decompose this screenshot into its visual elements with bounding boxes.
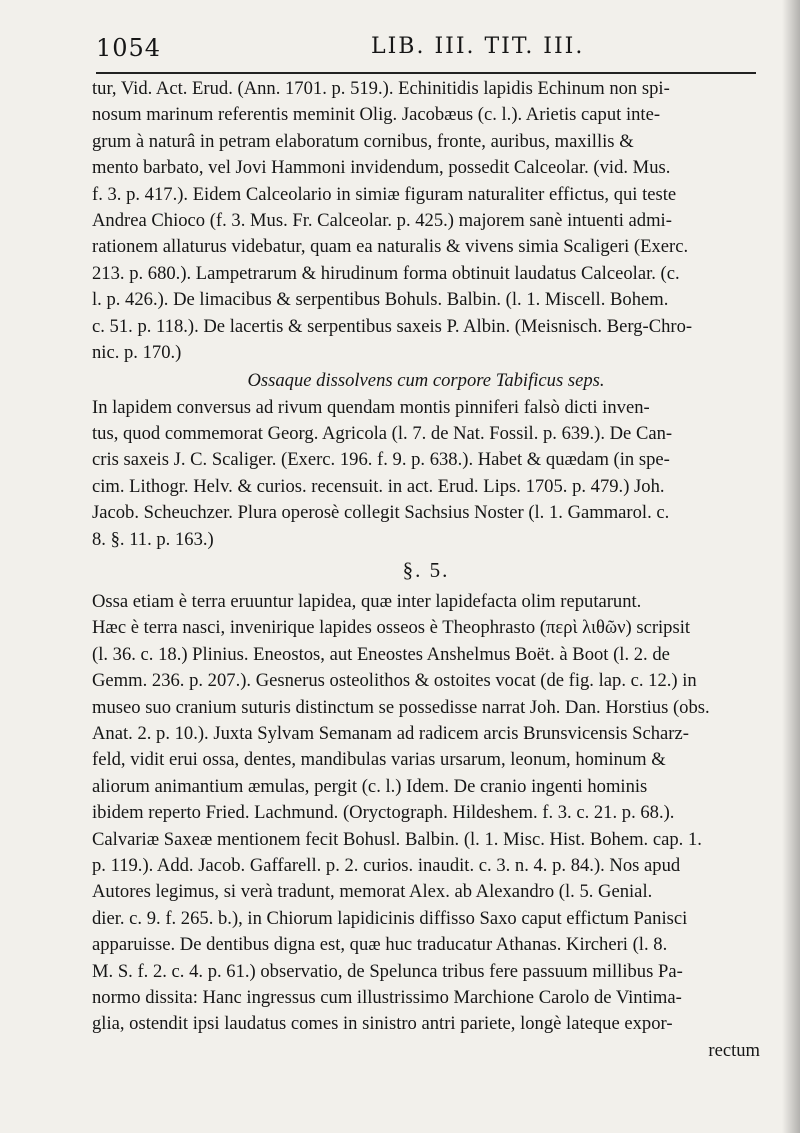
text-line: Ossa etiam è terra eruuntur lapidea, quæ inter lapidefacta olim reputarunt. xyxy=(92,591,642,613)
catchword: rectum xyxy=(708,1039,760,1061)
header-rule xyxy=(96,72,756,74)
paragraph-2 xyxy=(92,395,760,553)
text-line: mento barbato, vel Jovi Hammoni invidendum, possedit Calceolar. (vid. Mus. xyxy=(92,157,671,179)
page-body xyxy=(92,76,760,1064)
text-line: grum à naturâ in petram elaboratum cornibus, fronte, auribus, maxillis & xyxy=(92,130,634,152)
text-line: c. 51. p. 118.). De lacertis & serpentibus saxeis P. Albin. (Meisnisch. Berg-Chro- xyxy=(92,315,693,337)
text-line: normo dissita: Hanc ingressus cum illustrissimo Marchione Carolo de Vintima- xyxy=(92,986,682,1008)
text-line: Autores legimus, si verà tradunt, memorat Alex. ab Alexandro (l. 5. Genial. xyxy=(92,881,653,903)
text-line: cris saxeis J. C. Scaliger. (Exerc. 196. f. 9. p. 638.). Habet & quædam (in spe- xyxy=(92,449,670,471)
text-line: Anat. 2. p. 10.). Juxta Sylvam Semanam ad radicem arcis Brunsvicensis Scharz- xyxy=(92,722,689,744)
text-line: Hæc è terra nasci, invenirique lapides osseos è Theophrasto (περὶ λιθῶν) scripsit xyxy=(92,617,691,639)
text-line: 8. §. 11. p. 163.) xyxy=(92,528,214,550)
page-header xyxy=(96,30,760,70)
text-line: Calvariæ Saxeæ mentionem fecit Bohusl. Balbin. (l. 1. Misc. Hist. Bohem. cap. 1. xyxy=(92,828,702,850)
text-line: dier. c. 9. f. 265. b.), in Chiorum lapidicinis diffisso Saxo caput effictum Panisci xyxy=(92,907,688,929)
text-line: glia, ostendit ipsi laudatus comes in sinistro antri pariete, longè lateque expor- xyxy=(92,1013,673,1035)
text-line: museo suo cranium suturis distinctum se possedisse narrat Joh. Dan. Horstius (obs. xyxy=(92,696,710,718)
text-line: apparuisse. De dentibus digna est, quæ huc traducatur Athanas. Kircheri (l. 8. xyxy=(92,934,668,956)
text-line: 213. p. 680.). Lampetrarum & hirudinum forma obtinuit laudatus Calceolar. (c. xyxy=(92,262,680,284)
text-line: feld, vidit erui ossa, dentes, mandibulas varias ursarum, leonum, hominum & xyxy=(92,749,666,771)
text-line: Gemm. 236. p. 207.). Gesnerus osteolithos & ostoites vocat (de fig. lap. c. 12.) in xyxy=(92,670,697,692)
text-line: Andrea Chioco (f. 3. Mus. Fr. Calceolar. p. 425.) majorem sanè intuenti admi- xyxy=(92,209,672,231)
text-line: M. S. f. 2. c. 4. p. 61.) observatio, de Spelunca tribus fere passuum millibus Pa- xyxy=(92,960,683,982)
text-line: f. 3. p. 417.). Eidem Calceolario in simiæ figuram naturaliter effictus, qui teste xyxy=(92,183,677,205)
section-heading: §. 5. xyxy=(402,558,450,583)
text-line: cim. Lithogr. Helv. & curios. recensuit. in act. Erud. Lips. 1705. p. 479.) Joh. xyxy=(92,475,665,497)
page-edge-shadow xyxy=(782,0,800,1133)
text-line: Jacob. Scheuchzer. Plura operosè collegit Sachsius Noster (l. 1. Gammarol. c. xyxy=(92,502,670,524)
text-line: l. p. 426.). De limacibus & serpentibus Bohuls. Balbin. (l. 1. Miscell. Bohem. xyxy=(92,289,669,311)
text-line: In lapidem conversus ad rivum quendam montis pinniferi falsò dicti inven- xyxy=(92,396,650,418)
text-line: nosum marinum referentis meminit Olig. Jacobæus (c. l.). Arietis caput inte- xyxy=(92,104,661,126)
paragraph-1 xyxy=(92,76,760,366)
text-line: (l. 36. c. 18.) Plinius. Eneostos, aut Eneostes Anshelmus Boët. à Boot (l. 2. de xyxy=(92,643,670,665)
text-line: nic. p. 170.) xyxy=(92,341,182,363)
running-head: LIB. III. TIT. III. xyxy=(371,34,585,59)
text-line: aliorum animantium æmulas, pergit (c. l.) Idem. De cranio ingenti hominis xyxy=(92,775,648,797)
text-line: p. 119.). Add. Jacob. Gaffarell. p. 2. curios. inaudit. c. 3. n. 4. p. 84.). Nos apud xyxy=(92,854,681,876)
text-line: ibidem reperto Fried. Lachmund. (Oryctograph. Hildeshem. f. 3. c. 21. p. 68.). xyxy=(92,802,675,824)
text-line: tus, quod commemorat Georg. Agricola (l. 7. de Nat. Fossil. p. 639.). De Can- xyxy=(92,423,673,445)
verse-quotation: Ossaque dissolvens cum corpore Tabificus seps. xyxy=(247,370,605,392)
text-line: rationem allaturus videbatur, quam ea naturalis & vivens simia Scaligeri (Exerc. xyxy=(92,236,689,258)
paragraph-3 xyxy=(92,589,760,1064)
page-number: 1054 xyxy=(96,34,162,62)
text-line: tur, Vid. Act. Erud. (Ann. 1701. p. 519.). Echinitidis lapidis Echinum non spi- xyxy=(92,78,670,99)
